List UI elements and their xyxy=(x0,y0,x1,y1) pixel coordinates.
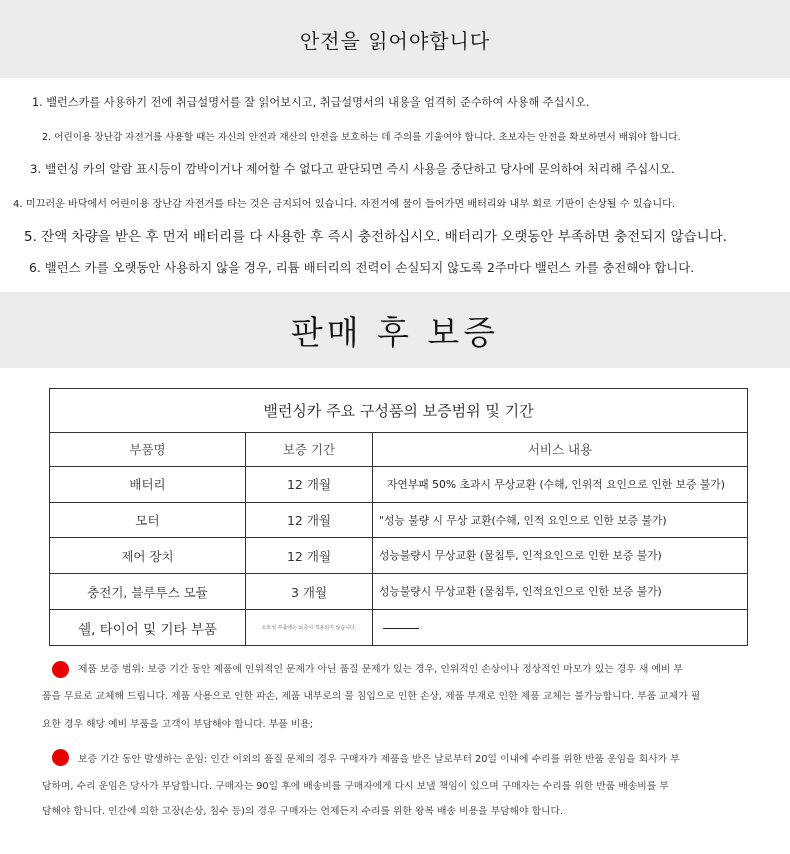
part-name: 모터 xyxy=(50,502,246,538)
service-content: 성능불량시 무상교환 (물침투, 인적요인으로 인한 보증 불가) xyxy=(373,538,748,574)
part-name: 제어 장치 xyxy=(50,538,246,574)
bullet-dot-1 xyxy=(52,661,69,678)
service-content xyxy=(373,610,748,646)
note-2-line-3: 담해야 합니다. 인간에 의한 고장(손상, 침수 등)의 경우 구매자는 언제든지 수리를 위한 왕복 배송 비용을 부담해야 합니다. xyxy=(42,806,564,817)
safety-item-2: 2. 어린이용 장난감 자전거를 사용할 때는 자신의 안전과 재산의 안전을 보호하는 데 주의를 기울여야 합니다. 초보자는 안전을 확보하면서 배워야 합니다. xyxy=(42,132,681,143)
note-2-line-2: 담하며, 수리 운임은 당사가 부담합니다. 구매자는 90일 후에 배송비를 구매자에게 다시 보낼 책임이 있으며 구매자는 수리를 위한 반품 배송비를 부 xyxy=(42,781,669,792)
warranty-period: 3 개월 xyxy=(246,574,373,610)
warranty-period: 소모성 부품에는 보증이 적용되지 않습니다. xyxy=(246,610,373,646)
part-name: 충전기, 블루투스 모듈 xyxy=(50,574,246,610)
safety-item-3: 3. 밸런싱 카의 알람 표시등이 깜박이거나 제어할 수 없다고 판단되면 즉시 사용을 중단하고 당사에 문의하여 처리해 주십시오. xyxy=(30,162,675,176)
table-row xyxy=(50,610,748,646)
note-1-line-3: 요한 경우 해당 예비 부품을 고객이 부담해야 합니다. 부품 비용; xyxy=(42,719,314,730)
service-content: 자연부패 50% 초과시 무상교환 (수해, 인위적 요인으로 인한 보증 불가) xyxy=(373,466,748,502)
safety-item-1: 1. 밸런스카를 사용하기 전에 취급설명서를 잘 읽어보시고, 취급설명서의 내용을 엄격히 준수하여 사용해 주십시오. xyxy=(32,96,590,109)
table-row xyxy=(50,538,748,574)
safety-item-4: 4. 미끄러운 바닥에서 어린이용 장난감 자전거를 타는 것은 금지되어 있습니다. 자전거에 물이 들어가면 배터리와 내부 회로 기판이 손상될 수 있습니다. xyxy=(13,199,676,210)
warranty-period: 12 개월 xyxy=(246,502,373,538)
part-name: 배터리 xyxy=(50,466,246,502)
header-period: 보증 기간 xyxy=(246,433,373,467)
warranty-title: 판매 후 보증 xyxy=(290,312,500,352)
warranty-header-band xyxy=(0,292,790,368)
service-content: 성능불량시 무상교환 (물침투, 인적요인으로 인한 보증 불가) xyxy=(373,574,748,610)
safety-header-band xyxy=(0,0,790,78)
dash-line xyxy=(383,628,419,629)
table-row xyxy=(50,502,748,538)
header-service: 서비스 내용 xyxy=(373,433,748,467)
safety-item-6: 6. 밸런스 카를 오랫동안 사용하지 않을 경우, 리튬 배터리의 전력이 손실되지 않도록 2주마다 밸런스 카를 충전해야 합니다. xyxy=(29,260,695,275)
warranty-period: 12 개월 xyxy=(246,466,373,502)
note-2-line-1: 보증 기간 동안 발생하는 운임: 인간 이외의 품질 문제의 경우 구매자가 제품을 받은 날로부터 20일 이내에 수리를 위한 반품 운임을 회사가 부 xyxy=(78,754,680,765)
warranty-table xyxy=(49,388,748,646)
warranty-table-caption: 밸런싱카 주요 구성품의 보증범위 및 기간 xyxy=(50,389,748,433)
note-1-line-2: 품을 무료로 교체해 드립니다. 제품 사용으로 인한 파손, 제품 내부로의 물 침입으로 인한 손상, 제품 부재로 인한 제품 교체는 불가능합니다. 부품 교체가 필 xyxy=(42,691,701,702)
safety-title: 안전을 읽어야합니다 xyxy=(299,28,491,53)
part-name: 쉘, 타이어 및 기타 부품 xyxy=(50,610,246,646)
header-part: 부품명 xyxy=(50,433,246,467)
service-content: "성능 불량 시 무상 교환(수해, 인적 요인으로 인한 보증 불가) xyxy=(373,502,748,538)
note-1-line-1: 제품 보증 범위: 보증 기간 동안 제품에 인위적인 문제가 아닌 품질 문제가 있는 경우, 인위적인 손상이나 정상적인 마모가 있는 경우 새 예비 부 xyxy=(78,664,683,675)
warranty-period: 12 개월 xyxy=(246,538,373,574)
safety-item-5: 5. 잔액 차량을 받은 후 먼저 배터리를 다 사용한 후 즉시 충전하십시오. 배터리가 오랫동안 부족하면 충전되지 않습니다. xyxy=(24,229,728,245)
table-row xyxy=(50,466,748,502)
bullet-dot-2 xyxy=(52,749,69,766)
table-row xyxy=(50,574,748,610)
